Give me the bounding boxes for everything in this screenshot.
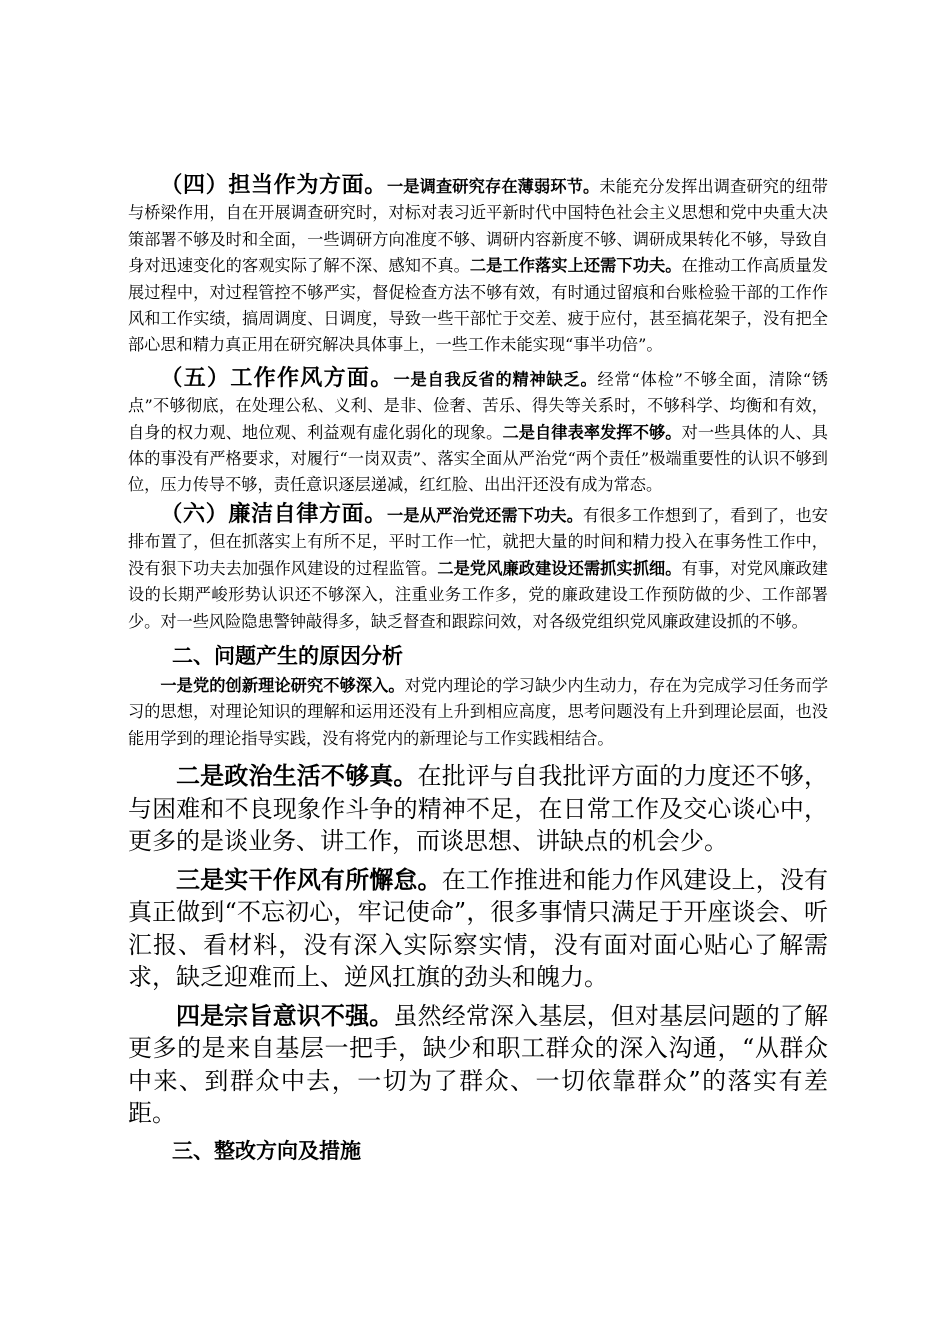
- section-title-causes: 二、问题产生的原因分析: [172, 642, 403, 668]
- point-lead: 一是自我反省的精神缺乏。: [393, 369, 598, 389]
- point-lead: 一是从严治党还需下功夫。: [386, 505, 584, 525]
- point-lead: 二是自律表率发挥不够。: [502, 422, 682, 442]
- paragraph-cause-political-life: [128, 760, 828, 858]
- point-text: 在工作推进和能力作风建设上，没有真正做到“不忘初心，牢记使命”，很多事情只满足于开座谈会、听汇报、看材料，没有深入实际察实情，没有面对面心贴心了解需求，缺乏迎难而上、逆风扛旗的劲头和魄力。: [128, 865, 829, 992]
- point-lead: 三是实干作风有所懈怠。: [176, 864, 442, 894]
- point-text: 有很多工作想到了，看到了，也安排布置了，但在抓落实上有所不足，平时工作一忙，就把大量的时间和精力投入在事务性工作中，没有狠下功夫去加强作风建设的过程监管。: [128, 505, 828, 578]
- point-lead: 一是党的创新理论研究不够深入。: [160, 675, 405, 695]
- point-text: 对党内理论的学习缺少内生动力，存在为完成学习任务而学习的思想，对理论知识的理解和运用还没有上升到相应高度，思考问题没有上升到理论层面，也没能用学到的理论指导实践，没有将党内的新理论与工作实践相结合。: [128, 675, 829, 748]
- point-lead: 二是政治生活不够真。: [176, 761, 418, 791]
- subsection-heading-5: （五）工作作风方面。: [160, 364, 394, 391]
- point-text: 在推动工作高质量发展过程中，对过程管控不够严实，督促检查方法不够有效，有时通过留痕和台账检验干部的工作作风和工作实绩，搞周调度、日调度，导致一些干部忙于交差、疲于应付，甚至搞花架子，没有把全部心思和精力真正用在研究解决具体事上，一些工作未能实现“事半功倍”。: [128, 256, 828, 355]
- point-lead: 四是宗旨意识不强。: [176, 1000, 394, 1030]
- paragraph-cause-purpose: [128, 1000, 828, 1130]
- point-text: 经常“体检”不够全面，清除“锈点”不够彻底，在处理公私、义利、是非、俭奢、苦乐、得失等关系时，不够科学、均衡和有效，自身的权力观、地位观、利益观有虚化弱化的现象。: [128, 369, 829, 442]
- paragraph-work-style: [128, 365, 828, 499]
- point-text: 在批评与自我批评方面的力度还不够，与困难和不良现象作斗争的精神不足，在日常工作及交心谈心中，更多的是谈业务、讲工作，而谈思想、讲缺点的机会少。: [128, 762, 829, 856]
- subsection-heading-6: （六）廉洁自律方面。: [160, 500, 387, 527]
- point-lead: 一是调查研究存在薄弱环节。: [386, 177, 600, 196]
- paragraph-cause-theory: [128, 673, 828, 752]
- point-text: 未能充分发挥出调查研究的纽带与桥梁作用，自在开展调查研究时，对标对表习近平新时代中国特色社会主义思想和党中央重大决策部署不够及时和全面，一些调研方向准度不够、调研内容新度不够、调研成果转化不够，导致自身对迅速变化的客观实际了解不深、感知不真。: [128, 177, 828, 276]
- point-lead: 二是党风廉政建设还需抓实抓细。: [437, 558, 682, 578]
- subsection-heading-4: （四）担当作为方面。: [160, 172, 387, 198]
- point-lead: 二是工作落实上还需下功夫。: [469, 256, 682, 276]
- section-title-rectification: 三、整改方向及措施: [172, 1137, 361, 1163]
- paragraph-cause-work-style: [128, 864, 828, 994]
- document-page: [128, 172, 828, 1168]
- paragraph-integrity: [128, 501, 828, 635]
- point-text: 有事，对党风廉政建设的长期严峻形势认识还不够深入，注重业务工作多，党的廉政建设工作预防做的少、工作部署少。对一些风险隐患警钟敲得多，缺乏督查和跟踪问效，对各级党组织党风廉政建设抓的不够。: [128, 558, 828, 631]
- point-text: 虽然经常深入基层，但对基层问题的了解更多的是来自基层一把手，缺少和职工群众的深入沟通，“从群众中来、到群众中去，一切为了群众、一切依靠群众”的落实有差距。: [128, 1001, 829, 1128]
- point-text: 对一些具体的人、具体的事没有严格要求，对履行“一岗双责”、落实全面从严治党“两个责任”极端重要性的认识不够到位，压力传导不够，责任意识逐层递减，红红脸、出出汗还没有成为常态。: [128, 422, 828, 495]
- paragraph-responsibility: [128, 172, 828, 359]
